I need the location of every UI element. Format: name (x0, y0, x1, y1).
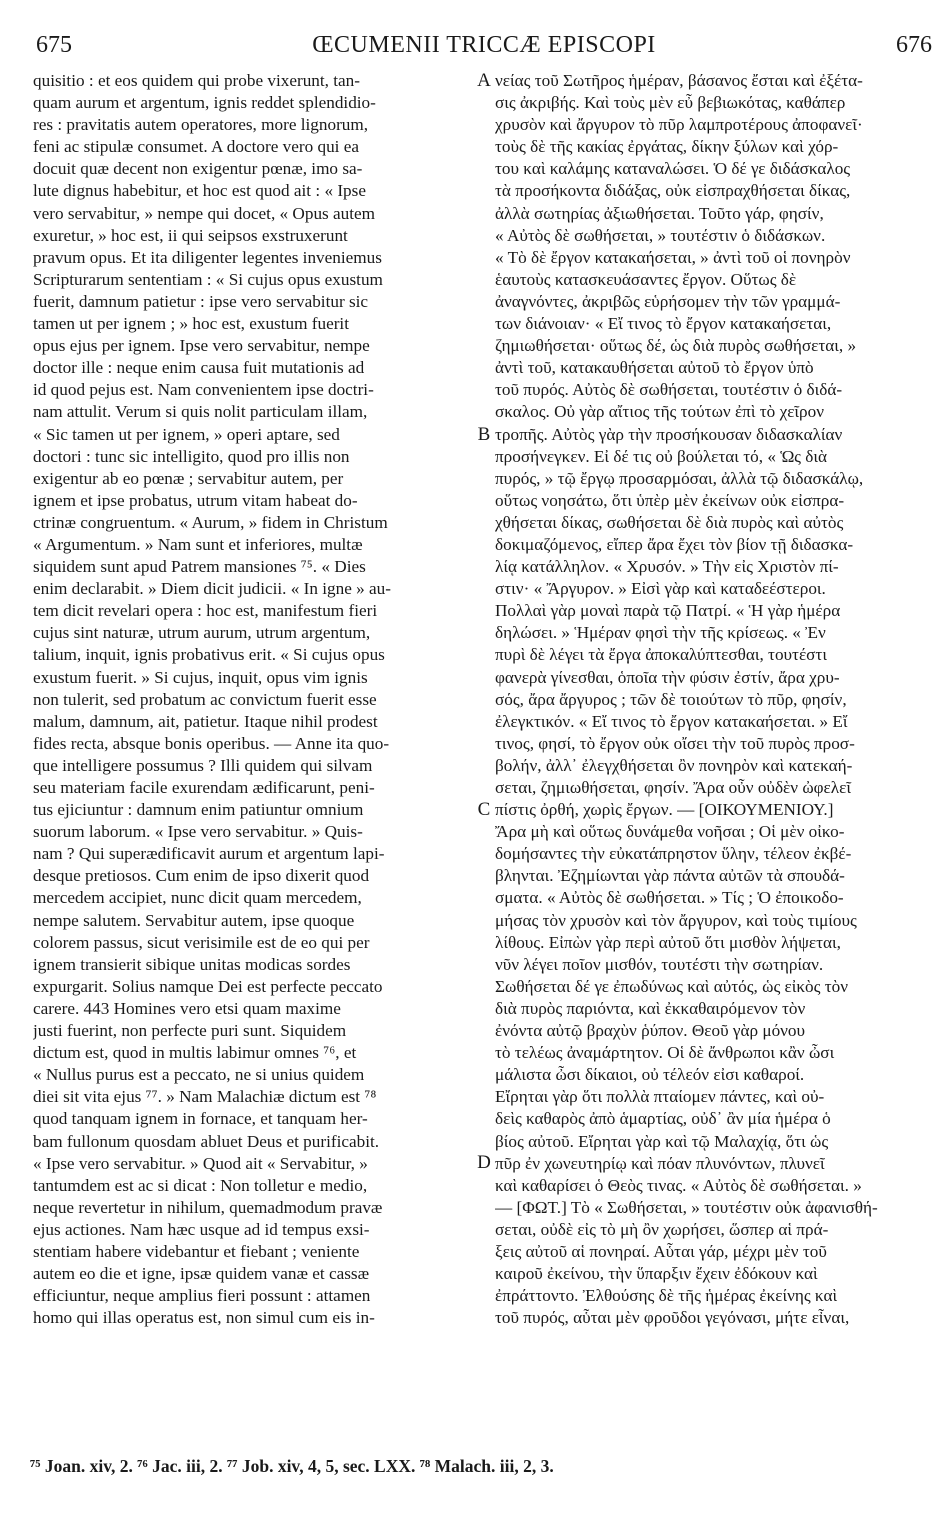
text-line: doctor ille : neque enim causa fuit mutationis ad (33, 358, 365, 378)
text-line: nam ? Qui superædificavit aurum et argentum lapi- (33, 844, 385, 864)
text-line: fides recta, absque bonis operibus. — Anne ita quo- (33, 733, 390, 753)
text-line: desque pretiosos. Cum enim de ipso dixerit quod (33, 866, 370, 886)
text-line: τοὺς δὲ τῆς κακίας ἐργάτας, δίκην ξύλων καὶ χόρ- (495, 137, 839, 157)
text-line: τοῦ πυρός, αὗται μὲν φροῦδοι γεγόνασι, μήτε εἶναι, (495, 1308, 850, 1328)
text-line: καὶ καθαρίσει ὁ Θεὸς τινας. « Αὐτὸς δὲ σωθήσεται. » (495, 1175, 862, 1195)
text-line: tus ejiciuntur : damnum enim patiuntur omnium (33, 800, 364, 820)
text-line: tem dicit revelari opera : hoc est, manifestum fieri (33, 601, 378, 621)
text-line: seu materiam facile exurendam ædificarunt, peni- (33, 778, 375, 797)
text-line: Εἴρηται γὰρ ὅτι πολλὰ πταίομεν πάντες, καὶ οὐ- (495, 1087, 825, 1107)
text-line: μάλιστα ὦσι δίκαιοι, οὐ τέλεόν εἰσι καθαροί. (495, 1065, 805, 1085)
text-line: feni ac stipulæ consumet. A doctore vero qui ea (33, 137, 359, 157)
text-line: ἐνόντα αὐτῷ βραχὺν ῥύπον. Θεοῦ γὰρ μόνου (495, 1021, 806, 1041)
text-line: ejus actiones. Nam hæc usque ad id tempus exsi- (33, 1219, 370, 1239)
text-line: bam fullonum quosdam abluet Deus et purificabit. (33, 1131, 380, 1151)
text-line: ctrinæ congruentum. « Aurum, » fidem in Christum (33, 512, 388, 532)
text-line: σις ἀκριβής. Καὶ τοὺς μὲν εὖ βεβιωκότας, καθάπερ (495, 93, 846, 113)
text-line: exuretur, » hoc est, ii qui seipsos exstruxerunt (33, 225, 348, 245)
text-line: τὸ τελέως ἀναμάρτητον. Οἱ δὲ ἄνθρωποι κἂν ὦσι (495, 1043, 835, 1063)
text-line: cujus sint naturæ, utrum aurum, utrum argentum, (33, 623, 371, 643)
text-line: ἑαυτοὺς κατασκευάσαντες ἔργον. Οὕτως δὲ (495, 269, 797, 289)
text-line: τροπῆς. Αὐτὸς γὰρ τὴν προσήκουσαν διδασκαλίαν (495, 424, 843, 444)
text-line: νείας τοῦ Σωτῆρος ἡμέραν, βάσανος ἔσται καὶ ἐξέτα- (495, 71, 863, 90)
text-line: νῦν λέγει ποῖον μισθόν, τουτέστι τὴν σωτηρίαν. (495, 954, 824, 974)
text-line: ἀλλὰ σωτηρίας ἀξιωθήσεται. Τοῦτο γάρ, φησίν, (495, 203, 824, 223)
text-line: πυρός, » τῷ ἔργῳ προσαρμόσαι, ἀλλὰ τῷ διδασκάλῳ, (495, 468, 864, 488)
text-line: dictum est, quod in multis labimur omnes ⁷⁶, et (33, 1043, 357, 1063)
text-line: ξεις αὐτοῦ αἱ πονηραί. Αὗται γάρ, μέχρι μὲν τοῦ (495, 1241, 827, 1261)
text-line: « Ipse vero servabitur. » Quod ait « Servabitur, » (33, 1153, 368, 1173)
text-line: λίθους. Εἰπὼν γὰρ περὶ αὐτοῦ ὅτι μισθὸν λήψεται, (495, 932, 841, 952)
text-line: expurgarit. Solius namque Dei est perfecte peccato (33, 976, 383, 996)
text-line: justi fuerint, non perfecte puri sunt. Siquidem (33, 1021, 347, 1041)
text-line: δεὶς καθαρὸς ἀπὸ ἁμαρτίας, οὐδ᾽ ἂν μία ἡμέρα ὁ (495, 1109, 831, 1129)
text-line: ζημιωθήσεται· οὕτως δέ, ὡς διὰ πυρὸς σωθήσεται, » (495, 336, 857, 356)
running-title: ŒCUMENII TRICCÆ EPISCOPI (312, 32, 656, 58)
footnotes: ⁷⁵ Joan. xiv, 2. ⁷⁶ Jac. iii, 2. ⁷⁷ Job. xiv, 4, 5, sec. LXX. ⁷⁸ Malach. iii, 2, 3. (30, 1456, 554, 1476)
text-line: malum, damnum, ait, patietur. Itaque nihil prodest (33, 711, 378, 731)
text-line: « Argumentum. » Nam sunt et inferiores, multæ (33, 534, 363, 554)
text-line: mercedem accipiet, nunc dicit quam mercedem, (33, 888, 362, 908)
text-line: στιν· « Ἄργυρον. » Εἰσὶ γὰρ καὶ καταδεέστεροι. (495, 579, 826, 599)
text-line: pravum opus. Et ita diligenter legentes inveniemus (33, 247, 382, 267)
text-line: tantumdem est ac si dicat : Non tolletur e medio, (33, 1175, 368, 1195)
page-number-left: 675 (36, 32, 72, 58)
text-line: δοκιμαζόμενος, εἴπερ ἄρα ἔχει τὸν βίον τῇ διδασκα- (495, 534, 854, 554)
text-line: enim declarabit. » Diem dicit judicii. « In igne » au- (33, 579, 391, 599)
text-line: του καὶ καλάμης καταναλώσει. Ὁ δέ γε διδάσκαλος (495, 159, 851, 179)
text-line: exigentur ab eo pœnæ ; servabitur autem, per (33, 468, 344, 488)
text-line: vero servabitur, » nempe qui docet, « Opus autem (33, 203, 376, 223)
text-line: res : pravitatis autem operatores, more lignorum, (33, 115, 369, 135)
text-line: καιροῦ ἐκείνου, τὴν ὕπαρξιν ἔχειν ἐδόκουν καὶ (495, 1264, 818, 1284)
text-line: πῦρ ἐν χωνευτηρίῳ καὶ πόαν πλυνόντων, πλυνεῖ (495, 1153, 825, 1173)
text-line: siquidem sunt apud Patrem mansiones ⁷⁵. « Dies (33, 557, 366, 577)
text-line: « Αὐτὸς δὲ σωθήσεται, » τουτέστιν ὁ διδάσκων. (495, 225, 826, 245)
text-line: efficiuntur, neque amplius fieri possunt : attamen (33, 1286, 371, 1306)
text-line: σεται, ζημιωθήσεται, φησίν. Ἄρα οὖν οὐδὲν ὠφελεῖ (495, 778, 851, 797)
text-line: homo qui illas operatus est, non simul cum eis in- (33, 1308, 375, 1328)
margin-marker-b: B (477, 424, 491, 445)
text-line: ἐπράττοντο. Ἐλθούσης δὲ τῆς ἡμέρας ἐκείνης καὶ (495, 1286, 838, 1306)
text-line: τινος, φησί, τὸ ἔργον οὐκ οἴσει τὴν τοῦ πυρὸς προσ- (495, 733, 855, 753)
page-number-right: 676 (896, 32, 932, 58)
page-header (36, 30, 932, 60)
text-line: ἀναγνόντες, ἀκριβῶς εὑρήσομεν τὴν τῶν γραμμά- (495, 291, 841, 311)
text-line: doctori : tunc sic intelligito, quod pro illis non (33, 446, 350, 466)
text-line: Scripturarum sententiam : « Si cujus opus exustum (33, 269, 383, 289)
text-line: Πολλαὶ γὰρ μοναὶ παρὰ τῷ Πατρί. « Ἡ γὰρ ἡμέρα (495, 601, 841, 621)
text-line: — [ΦΩΤ.] Τὸ « Σωθήσεται, » τουτέστιν οὐκ ἀφανισθή- (495, 1197, 878, 1217)
text-line: βίος αὐτοῦ. Εἴρηται γὰρ καὶ τῷ Μαλαχίᾳ, ὅτι ὡς (495, 1131, 829, 1151)
text-line: exustum fuerit. » Si cujus, inquit, opus vim ignis (33, 667, 368, 687)
text-line: χθήσεται δίκας, σωθήσεται δὲ διὰ πυρὸς καὶ αὐτὸς (495, 512, 844, 532)
text-line: σκαλος. Οὐ γὰρ αἴτιος τῆς τούτων ἐπὶ τὸ χεῖρον (495, 402, 824, 422)
text-line: φανερὰ γίνεσθαι, ὁποῖα τὴν φύσιν ἐστίν, ἄρα χρυ- (495, 667, 840, 687)
text-line: των διάνοιαν· « Εἴ τινος τὸ ἔργον κατακαήσεται, (495, 314, 832, 334)
text-line: τὰ προσήκοντα διδάξας, οὐκ εἰσπραχθήσεται δίκας, (495, 181, 851, 201)
latin-column (33, 70, 475, 1329)
greek-column (495, 70, 935, 1329)
text-line: μήσας τὸν χρυσὸν καὶ τὸν ἄργυρον, καὶ τοὺς τιμίους (495, 910, 857, 930)
text-line: suorum laborum. « Ipse vero servabitur. » Quis- (33, 822, 363, 842)
text-line: ἀντὶ τοῦ, κατακαυθήσεται αὐτοῦ τὸ ἔργον ὑπὸ (495, 358, 814, 378)
text-line: nam attulit. Verum si quis nolit particulam illam, (33, 402, 368, 422)
text-line: neque revertetur in nihilum, quemadmodum pravæ (33, 1197, 383, 1217)
text-line: τοῦ πυρός. Αὐτὸς δὲ σωθήσεται, τουτέστιν ὁ διδά- (495, 380, 843, 400)
text-line: diei sit vita ejus ⁷⁷. » Nam Malachiæ dictum est ⁷⁸ (33, 1087, 377, 1107)
text-line: πυρὶ δὲ λέγει τὰ ἔργα ἀποκαλύπτεσθαι, τουτέστι (495, 645, 827, 665)
text-line: autem eo die et igne, ipsæ quidem vanæ et cassæ (33, 1264, 370, 1284)
text-line: quisitio : et eos quidem qui probe vixerunt, tan- (33, 71, 360, 90)
text-line: Ἄρα μὴ καὶ οὕτως δυνάμεθα νοῆσαι ; Οἱ μὲν οἰκο- (495, 822, 845, 842)
margin-marker-c: C (477, 799, 491, 820)
text-line: lute dignus habebitur, et hoc est quod ait : « Ipse (33, 181, 366, 201)
text-line: quod tanquam ignem in fornace, et tanquam her- (33, 1109, 368, 1129)
text-line: προσήνεγκεν. Εἰ δέ τις οὐ βούλεται τό, « Ὡς διὰ (495, 446, 828, 466)
text-line: βολήν, ἀλλ᾽ ἐλεγχθήσεται ὂν πονηρὸν καὶ κατεκαή- (495, 755, 853, 775)
text-line: ignem transierit sibique unitas modicas sordes (33, 954, 351, 974)
text-line: διὰ πυρὸς παριόντα, καὶ ἐκκαθαιρόμενον τὸν (495, 998, 806, 1018)
text-line: talium, inquit, ignis probativus erit. « Si cujus opus (33, 645, 385, 665)
text-line: fuerit, damnum patietur : ipse vero servabitur sic (33, 291, 369, 311)
text-line: colorem passus, sicut verisimile est de eo qui per (33, 932, 370, 952)
text-line: nempe salutem. Servabitur autem, ipse quoque (33, 910, 355, 930)
text-line: carere. 443 Homines vero etsi quam maxime (33, 998, 341, 1018)
text-line: opus ejus per ignem. Ipse vero servabitur, nempe (33, 336, 370, 356)
text-line: λίᾳ κατάλληλον. « Χρυσόν. » Τὴν εἰς Χριστὸν πί- (495, 557, 839, 577)
text-line: tamen ut per ignem ; » hoc est, exustum fuerit (33, 314, 349, 334)
text-line: que intelligere possumus ? Illi quidem qui silvam (33, 755, 373, 775)
margin-marker-d: D (477, 1152, 491, 1173)
text-line: stentiam habere videbantur et fiebant ; veniente (33, 1241, 360, 1261)
text-line: « Sic tamen ut per ignem, » operi aptare, sed (33, 424, 340, 444)
text-line: δηλώσει. » Ἡμέραν φησὶ τὴν τῆς κρίσεως. « Ἐν (495, 623, 826, 643)
text-line: δομήσαντες τὴν εὐκατάπρηστον ὕλην, τέλεον ἐκβέ- (495, 844, 852, 864)
text-line: « Τὸ δὲ ἔργον κατακαήσεται, » ἀντὶ τοῦ οἱ πονηρὸν (495, 247, 851, 267)
text-line: βληνται. Ἐζημίωνται γὰρ πάντα αὐτῶν τὰ σπουδά- (495, 866, 845, 886)
text-line: Σωθήσεται δέ γε ἐπωδύνως καὶ αὐτός, ὡς εἰκὸς τὸν (495, 976, 849, 996)
text-line: id quod pejus est. Nam convenientem ipse doctri- (33, 380, 374, 400)
text-line: « Nullus purus est a peccato, ne si unius quidem (33, 1065, 365, 1085)
text-line: χρυσὸν καὶ ἄργυρον τὸ πῦρ λαμπροτέρους ἀποφανεῖ· (495, 115, 863, 135)
text-line: non tulerit, sed probatum ac convictum fuerit esse (33, 689, 377, 709)
text-line: σεται, οὐδὲ εἰς τὸ μὴ ὂν χωρήσει, ὥσπερ αἱ πρά- (495, 1219, 829, 1239)
text-line: σός, ἄρα ἄργυρος ; τῶν δὲ τοιούτων τὸ πῦρ, φησίν, (495, 689, 847, 709)
text-line: οὕτως νοησάτω, ὅτι ὑπὲρ μὲν ἐκείνων οὐκ εἰσπρα- (495, 490, 845, 510)
text-line: πίστις ὀρθή, χωρὶς ἔργων. — [ΟΙΚΟΥΜΕΝΙΟΥ.] (495, 800, 834, 820)
text-line: ignem et ipse probatus, utrum vitam habeat do- (33, 490, 358, 510)
text-line: quam aurum et argentum, ignis reddet splendidio- (33, 93, 376, 113)
text-line: σματα. « Αὐτὸς δὲ σωθήσεται. » Τίς ; Ὁ ἐποικοδο- (495, 888, 844, 908)
margin-marker-a: A (477, 70, 491, 91)
text-line: ἐλεγκτικόν. « Εἴ τινος τὸ ἔργον κατακαήσεται. » Εἴ (495, 711, 848, 731)
text-line: docuit quæ decent non exigentur pœnæ, imo sa- (33, 159, 363, 179)
